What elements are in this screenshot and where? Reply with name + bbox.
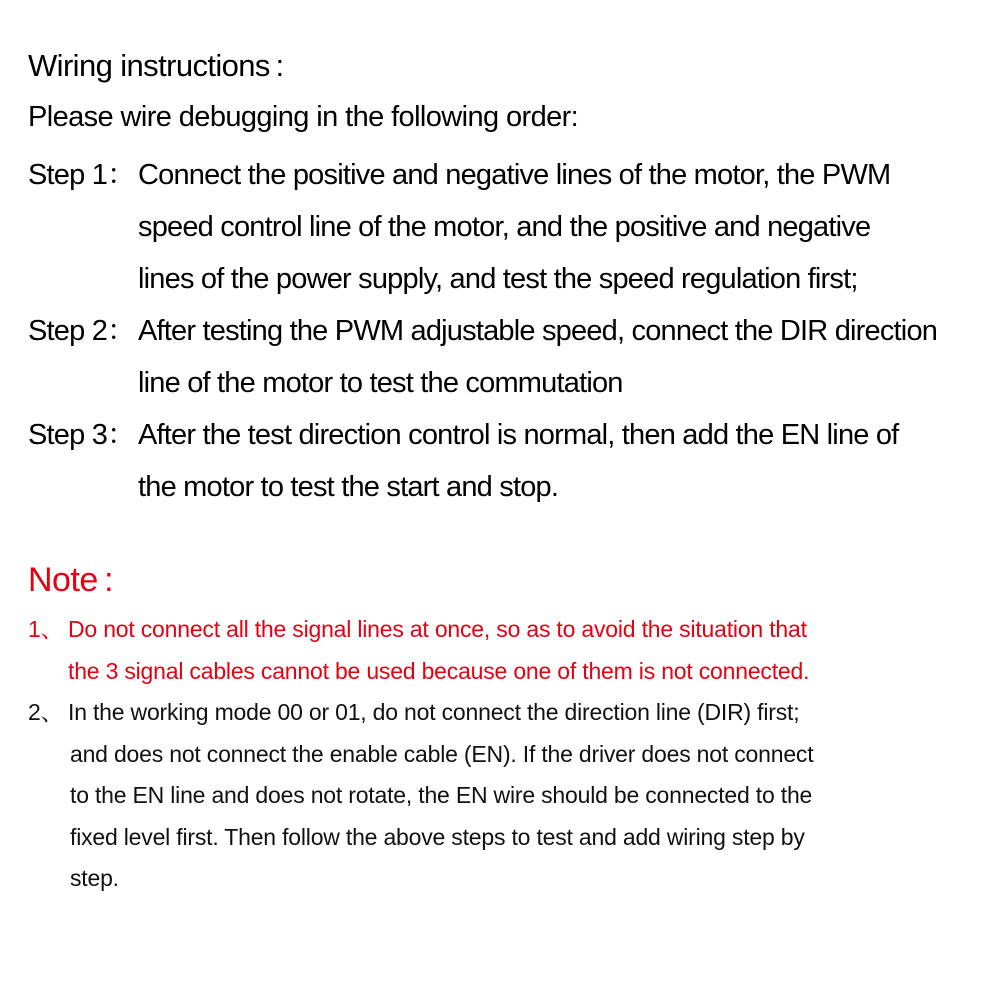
note-item-2-line: fixed level first. Then follow the above steps to test and add wiring step by [70,823,805,850]
step-1-label: Step 1： [28,159,136,191]
note-item-1-line: the 3 signal cables cannot be used because one of them is not connected. [68,657,810,684]
step-2-line: After testing the PWM adjustable speed, connect the DIR direction [138,315,938,347]
note-item-2-text [28,692,988,900]
note-item-2-line: to the EN line and does not rotate, the EN wire should be connected to the [70,782,813,808]
note-item-1-number: 1、 [28,616,64,642]
note-item-1-text [28,609,988,692]
note-heading: Note : [28,561,114,599]
note-item-2-number: 2、 [28,699,64,725]
step-3-label: Step 3： [28,419,136,451]
step-3-text [138,409,998,513]
step-1-text [138,149,998,305]
note-item-2-line: step. [70,865,119,891]
note-item-1-line: Do not connect all the signal lines at once, so as to avoid the situation that [68,616,807,642]
note-item-2-line: and does not connect the enable cable (EN). If the driver does not connect [70,740,814,767]
wiring-intro-text: Please wire debugging in the following order: [28,101,579,133]
step-1-line: Connect the positive and negative lines of the motor, the PWM [138,159,891,191]
step-1-line: lines of the power supply, and test the speed regulation first; [138,263,858,295]
step-2-line: line of the motor to test the commutation [138,367,623,399]
step-3-line: the motor to test the start and stop. [138,471,559,503]
step-3-line: After the test direction control is normal, then add the EN line of [138,419,899,451]
step-1-line: speed control line of the motor, and the positive and negative [138,211,871,243]
step-2-label: Step 2： [28,315,136,347]
note-item-2-line: In the working mode 00 or 01, do not connect the direction line (DIR) first; [68,699,800,725]
wiring-instructions-heading: Wiring instructions : [28,48,284,83]
step-2-text [138,305,998,409]
